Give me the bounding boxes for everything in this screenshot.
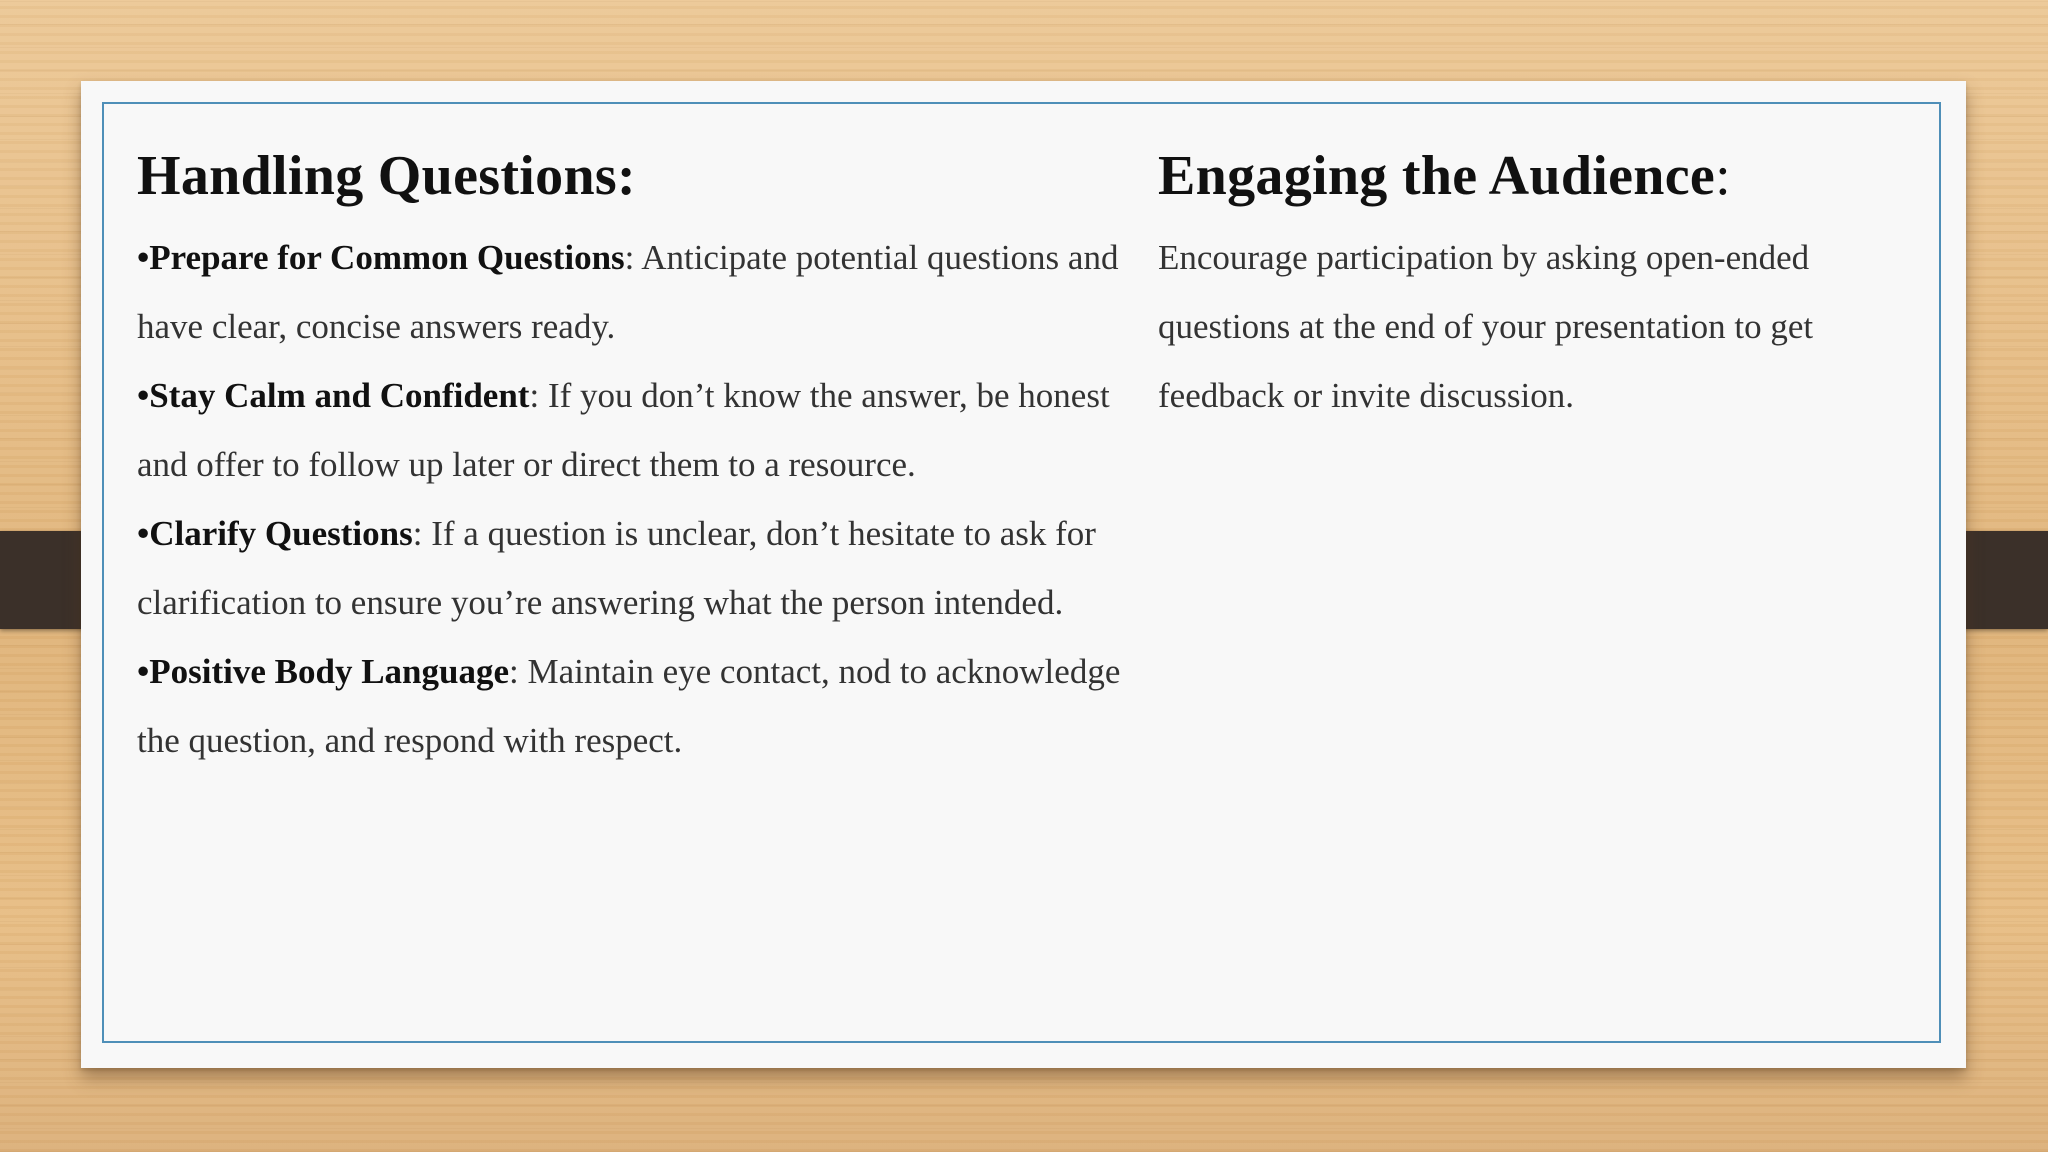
- engaging-audience-heading-text: Engaging the Audience: [1158, 145, 1716, 207]
- item-title: Positive Body Language: [149, 652, 510, 691]
- list-item: [137, 223, 1137, 361]
- item-text: : If you don’t know the answer, be honest and offer to follow up later or direct them to a resource.: [137, 376, 1110, 484]
- engaging-audience-paragraph: Encourage participation by asking open-ended questions at the end of your presentation to get feedback or invite discussion.: [1158, 238, 1814, 415]
- list-item: [137, 361, 1137, 499]
- item-text: : Anticipate potential questions and have clear, concise answers ready.: [137, 238, 1119, 346]
- bullet: •: [137, 238, 150, 277]
- item-title: Clarify Questions: [149, 514, 413, 553]
- handling-questions-list: [137, 223, 1137, 775]
- handling-questions-column: [137, 141, 1137, 775]
- list-item: [137, 637, 1137, 775]
- bullet: •: [137, 376, 150, 415]
- paper-card: [81, 81, 1966, 1068]
- bullet: •: [137, 514, 150, 553]
- item-title: Prepare for Common Questions: [149, 238, 625, 277]
- item-title: Stay Calm and Confident: [149, 376, 530, 415]
- engaging-audience-column: [1158, 141, 1918, 430]
- item-text: : Maintain eye contact, nod to acknowledge the question, and respond with respect.: [137, 652, 1121, 760]
- engaging-audience-heading: [1158, 141, 1918, 211]
- item-text: : If a question is unclear, don’t hesitate to ask for clarification to ensure you’re answering what the person intended.: [137, 514, 1096, 622]
- heading-colon: :: [1715, 145, 1731, 207]
- handling-questions-heading: Handling Questions:: [137, 145, 636, 207]
- bullet: •: [137, 652, 150, 691]
- list-item: [137, 499, 1137, 637]
